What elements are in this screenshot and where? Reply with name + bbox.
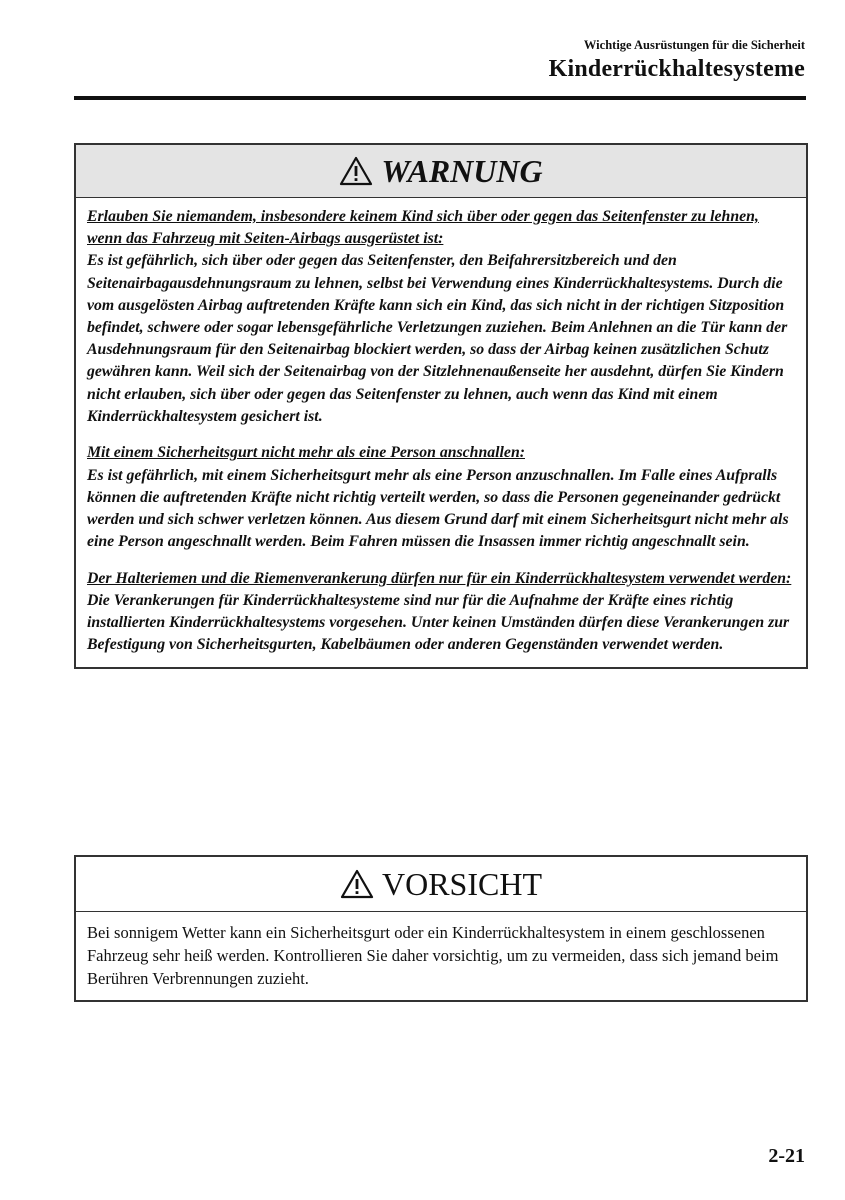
warning-triangle-icon [340, 869, 374, 899]
caution-header [76, 857, 806, 912]
warning-paragraph [87, 568, 794, 657]
warning-paragraph-heading: Mit einem Sicherheitsgurt nicht mehr als eine Person anschnallen: [87, 444, 525, 462]
warning-paragraph-text: Es ist gefährlich, sich über oder gegen das Seitenfenster, den Beifahrersitzbereich und den Seitenairbagausdehnungsraum zu lehnen, selbst bei Verwendung eines Kinderrückhaltesystems. Durch die vom ausgelösten Airbag auftretenden Kräfte kann sich ein Kind, das sich nicht in der richtigen Sitzposition befindet, schwere oder sogar lebensgefährliche Verletzungen zuziehen. Beim Anlehnen an die Tür kann der Ausdehnungsraum für den Seitenairbag blockiert werden, so dass der Airbag keinen zusätzlichen Schutz gewähren kann. Weil sich der Seitenairbag von der Sitzlehnenaußenseite her ausdehnt, dürfen Sie Kindern nicht erlauben, sich über oder gegen das Seitenfenster zu lehnen, auch wenn das Kind mit einem Kinderrückhaltesystem gesichert ist. [87, 252, 788, 425]
caution-title: VORSICHT [381, 865, 542, 902]
warning-header [76, 145, 806, 198]
warning-paragraph-text: Es ist gefährlich, mit einem Sicherheitsgurt mehr als eine Person anzuschnallen. Im Falle eines Aufpralls können die auftretenden Kräfte nicht richtig verteilt werden, so dass die Personen gegeneinander gedrückt werden und sich schwer verletzen können. Aus diesem Grund darf mit einem Sicherheitsgurt nicht mehr als eine Person angeschnallt werden. Beim Fahren müssen die Insassen immer richtig angeschnallt sein. [87, 466, 789, 551]
section-label: Wichtige Ausrüstungen für die Sicherheit [583, 38, 805, 52]
header-divider [74, 96, 806, 100]
caution-body: Bei sonnigem Wetter kann ein Sicherheitsgurt oder ein Kinderrückhaltesystem in einem geschlossenen Fahrzeug sehr heiß werden. Kontrollieren Sie daher vorsichtig, um zu vermeiden, dass sich jemand beim Berühren Verbrennungen zuzieht. [87, 923, 779, 988]
warning-triangle-icon [339, 156, 373, 186]
caution-box [74, 855, 808, 1002]
warning-box [74, 143, 808, 669]
warning-paragraph [87, 442, 794, 553]
page-title: Kinderrückhaltesysteme [548, 56, 805, 82]
warning-title: WARNUNG [381, 152, 543, 189]
warning-paragraph [87, 206, 794, 428]
warning-body [76, 198, 806, 667]
warning-paragraph-heading: Der Halteriemen und die Riemenverankerung dürfen nur für ein Kinderrückhaltesystem verwendet werden: [87, 569, 792, 587]
warning-paragraph-heading: Erlauben Sie niemandem, insbesondere keinem Kind sich über oder gegen das Seitenfenster zu lehnen, wenn das Fahrzeug mit Seiten-Airbags ausgerüstet ist: [87, 208, 759, 248]
warning-paragraph-text: Die Verankerungen für Kinderrückhaltesysteme sind nur für die Aufnahme der Kräfte eines richtig installierten Kinderrückhaltesystems vorgesehen. Unter keinen Umständen dürfen diese Verankerungen zur Befestigung von Sicherheitsgurten, Kabelbäumen oder anderen Gegenständen verwendet werden. [87, 592, 790, 654]
page-number: 2-21 [768, 1145, 805, 1167]
